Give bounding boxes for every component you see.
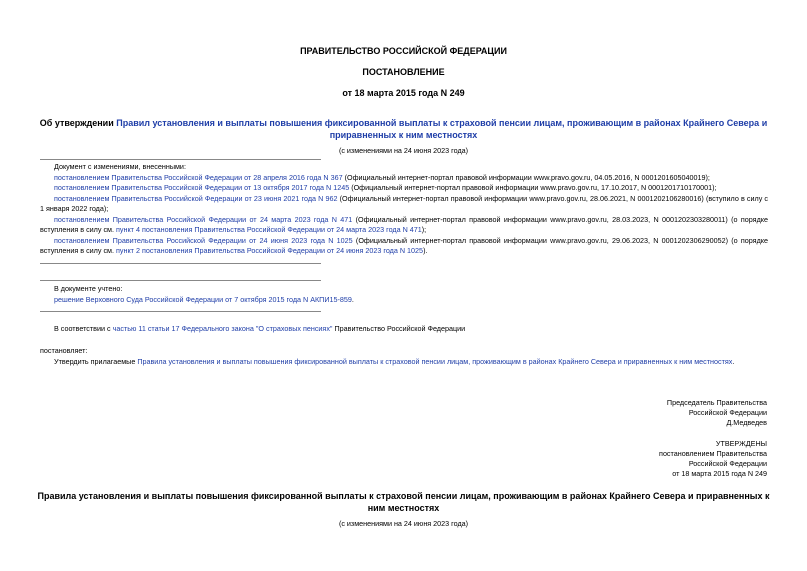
change-text: (Официальный интернет-портал правовой информации www.pravo.gov.ru, 17.10.2017, N 0001201710170001); <box>349 183 717 192</box>
law-article-link[interactable]: частью 11 статьи 17 Федерального закона "О страховых пенсиях" <box>112 324 333 333</box>
government-heading: ПРАВИТЕЛЬСТВО РОССИЙСКОЙ ФЕДЕРАЦИИ <box>300 46 507 56</box>
title-rules-link-cont[interactable]: приравненных к ним местностях <box>329 130 478 140</box>
decides-tail: . <box>732 356 735 366</box>
changes-item <box>40 236 768 257</box>
change-link[interactable]: постановлением Правительства Российской Федерации от 13 октября 2017 года N 1245 <box>54 183 350 192</box>
changes-block <box>40 162 768 257</box>
accounted-item <box>40 295 768 306</box>
signature-name: Д.Медведев <box>726 418 767 427</box>
change-link[interactable]: постановлением Правительства Российской Федерации от 23 июня 2021 года N 962 <box>54 193 338 203</box>
change-text: (Официальный интернет-портал правовой информации www.pravo.gov.ru, 29.06.2023, N 0001202306290052) (о порядке вступления в силу см. <box>40 235 768 255</box>
accounted-tail: . <box>351 294 354 304</box>
divider <box>40 263 321 264</box>
approved-org: Российской Федерации <box>688 459 767 468</box>
decides-word: постановляет: <box>40 346 88 355</box>
change-link[interactable]: пункт 4 постановления Правительства Российской Федерации от 24 марта 2023 года N 471 <box>116 225 422 234</box>
title-edition-note: (с изменениями на 24 июня 2023 года) <box>338 146 469 155</box>
changes-item <box>40 215 768 236</box>
signature-block <box>667 398 767 428</box>
basis-prefix: В соответствии с <box>54 324 113 333</box>
change-text: (Официальный интернет-портал правовой информации www.pravo.gov.ru, 28.03.2023, N 0001202303280011) (о порядке вступления в силу см. <box>40 214 768 234</box>
divider <box>40 311 321 312</box>
changes-intro: Документ с изменениями, внесенными: <box>54 162 186 171</box>
court-decision-link[interactable]: решение Верховного Суда Российской Федерации от 7 октября 2015 года N АКПИ15-859 <box>54 294 352 304</box>
title-rules-link[interactable]: Правил установления и выплаты повышения фиксированной выплаты к страховой пенсии лицам, проживающим в районах Крайнего Севера и <box>116 118 768 128</box>
accounted-intro: В документе учтено: <box>54 284 123 293</box>
approved-word: УТВЕРЖДЕНЫ <box>715 439 767 448</box>
approved-rules-link[interactable]: Правила установления и выплаты повышения фиксированной выплаты к страховой пенсии лицам, проживающим в районах Крайнего Севера и приравненных к ним местностях <box>137 356 733 366</box>
approved-by: постановлением Правительства <box>659 449 767 458</box>
title-prefix: Об утверждении <box>39 118 117 128</box>
divider <box>40 280 321 281</box>
rules-edition-note: (с изменениями на 24 июня 2023 года) <box>338 519 469 528</box>
decides-block <box>40 346 768 367</box>
basis-paragraph <box>40 324 768 335</box>
change-text: ). <box>423 246 428 255</box>
doc-date-number: от 18 марта 2015 года N 249 <box>342 88 465 98</box>
change-text: (Официальный интернет-портал правовой информации www.pravo.gov.ru, 28.06.2021, N 0001202106280016) (вступило в силу с 1 января 2022 года); <box>40 193 769 213</box>
change-link[interactable]: постановлением Правительства Российской Федерации от 24 марта 2023 года N 471 <box>54 214 353 224</box>
rules-title-line2: ним местностях <box>367 503 440 513</box>
basis-suffix: Правительство Российской Федерации <box>332 324 466 333</box>
accounted-block <box>40 284 768 305</box>
doc-type-heading: ПОСТАНОВЛЕНИЕ <box>362 67 445 77</box>
approved-date: от 18 марта 2015 года N 249 <box>672 469 767 478</box>
decides-prefix: Утвердить прилагаемые <box>54 356 138 366</box>
change-link[interactable]: постановлением Правительства Российской Федерации от 28 апреля 2016 года N 367 <box>54 172 343 182</box>
change-text: (Официальный интернет-портал правовой информации www.pravo.gov.ru, 04.05.2016, N 0001201605040019); <box>342 172 710 182</box>
change-link[interactable]: постановлением Правительства Российской Федерации от 24 июня 2023 года N 1025 <box>54 235 353 245</box>
changes-item <box>40 173 768 184</box>
approved-block <box>659 439 767 479</box>
change-link[interactable]: пункт 2 постановления Правительства Российской Федерации от 24 июня 2023 года N 1025 <box>116 246 424 255</box>
doc-title <box>0 117 807 141</box>
divider <box>40 159 321 160</box>
change-text: ); <box>421 225 427 234</box>
signature-title: Председатель Правительства <box>666 398 767 407</box>
changes-item <box>40 194 768 215</box>
signature-org: Российской Федерации <box>688 408 767 417</box>
rules-title-line1: Правила установления и выплаты повышения фиксированной выплаты к страховой пенсии лицам, проживающим в районах Крайнего Севера и приравненных к <box>37 491 770 501</box>
changes-item <box>40 183 768 194</box>
rules-title <box>0 490 807 514</box>
